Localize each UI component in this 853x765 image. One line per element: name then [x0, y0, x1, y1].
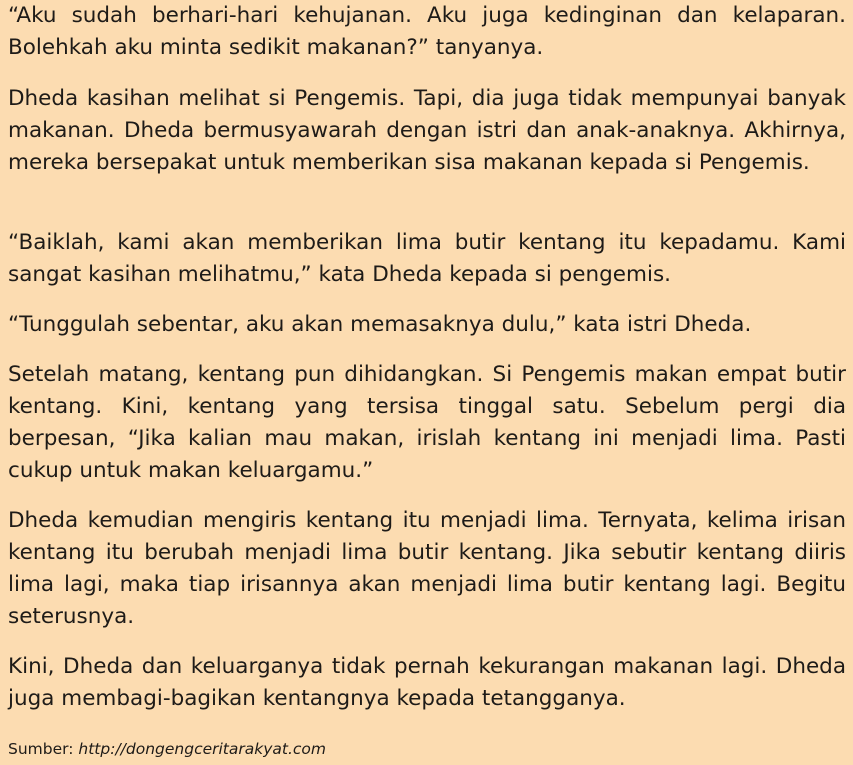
paragraph-ending: Kini, Dheda dan keluarganya tidak pernah kekurangan makanan lagi. Dheda juga membagi-bagikan kentangnya kepada tetangganya. — [8, 654, 846, 711]
paragraph-potato-miracle: Dheda kemudian mengiris kentang itu menjadi lima. Ternyata, kelima irisan kentang itu berubah menjadi lima butir kentang. Jika sebutir kentang diiris lima lagi, maka tiap irisannya akan menjadi lima butir kentang lagi. Begitu seterusnya. — [8, 508, 846, 629]
paragraph-family-agreement: Dheda kasihan melihat si Pengemis. Tapi, dia juga tidak mempunyai banyak makanan. Dheda bermusyawarah dengan istri dan anak-anaknya. Akhirnya, mereka bersepakat untuk memberikan sisa makanan kepada si Pengemis. — [8, 86, 846, 175]
source-citation — [8, 738, 326, 760]
paragraph-wife-cooking: “Tunggulah sebentar, aku akan memasaknya dulu,” kata istri Dheda. — [8, 312, 752, 337]
paragraph-beggar-message: Setelah matang, kentang pun dihidangkan. Si Pengemis makan empat butir kentang. Kini, kentang yang tersisa tinggal satu. Sebelum pergi dia berpesan, “Jika kalian mau makan, irislah kentang ini menjadi lima. Pasti cukup untuk makan keluargamu.” — [8, 362, 846, 483]
paragraph-beggar-request: “Aku sudah berhari-hari kehujanan. Aku juga kedinginan dan kelaparan. Bolehkah aku minta sedikit makanan?” tanyanya. — [8, 3, 846, 60]
source-url: http://dongengceritarakyat.com — [78, 740, 327, 758]
source-label: Sumber: — [8, 740, 74, 758]
paragraph-dheda-offer: “Baiklah, kami akan memberikan lima butir kentang itu kepadamu. Kami sangat kasihan melihatmu,” kata Dheda kepada si pengemis. — [8, 230, 846, 287]
